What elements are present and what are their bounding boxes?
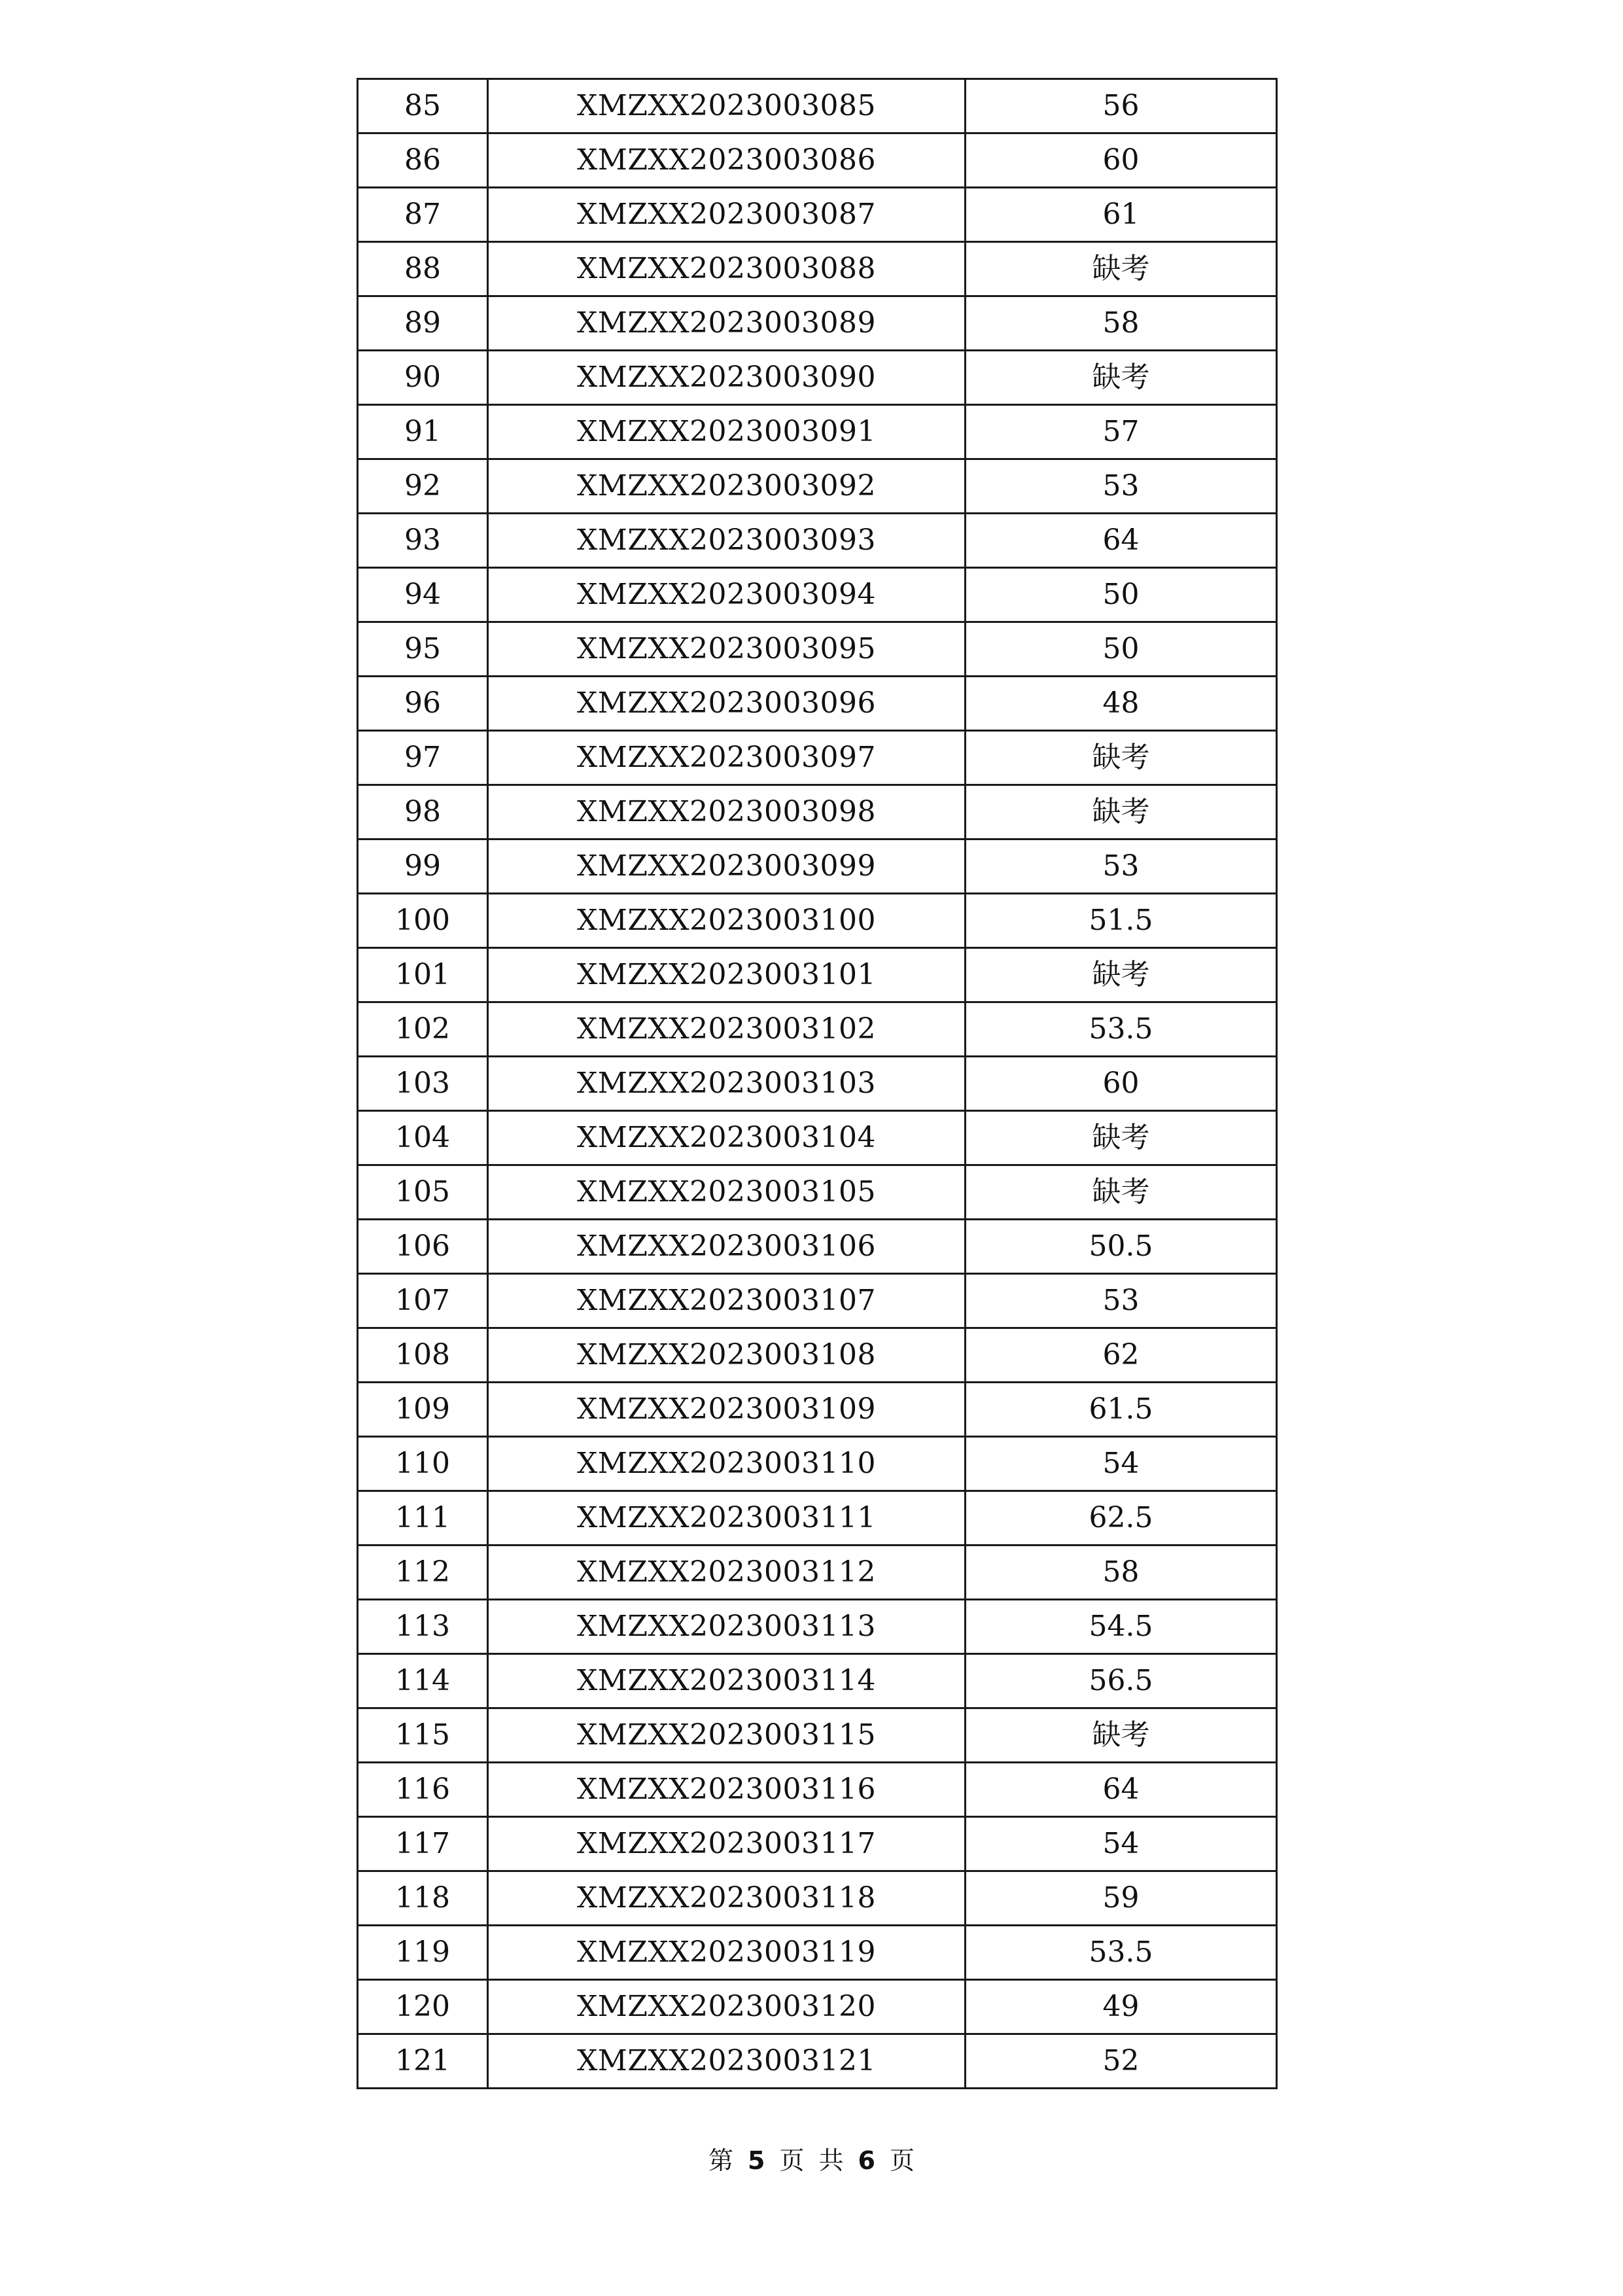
score-cell: 62 xyxy=(966,1328,1277,1383)
score-cell: 缺考 xyxy=(966,948,1277,1002)
table-row xyxy=(358,1980,1277,2034)
row-number-cell: 90 xyxy=(358,351,488,405)
candidate-id-cell: XMZXX2023003102 xyxy=(488,1002,966,1057)
score-table xyxy=(357,78,1278,2089)
candidate-id-cell: XMZXX2023003113 xyxy=(488,1600,966,1654)
score-cell: 50 xyxy=(966,622,1277,677)
row-number-cell: 114 xyxy=(358,1654,488,1708)
candidate-id-cell: XMZXX2023003109 xyxy=(488,1383,966,1437)
row-number-cell: 101 xyxy=(358,948,488,1002)
table-row xyxy=(358,1763,1277,1817)
score-cell: 54 xyxy=(966,1817,1277,1871)
score-cell: 51.5 xyxy=(966,894,1277,948)
row-number-cell: 108 xyxy=(358,1328,488,1383)
table-row xyxy=(358,1654,1277,1708)
row-number-cell: 109 xyxy=(358,1383,488,1437)
row-number-cell: 117 xyxy=(358,1817,488,1871)
candidate-id-cell: XMZXX2023003105 xyxy=(488,1165,966,1220)
candidate-id-cell: XMZXX2023003101 xyxy=(488,948,966,1002)
table-row xyxy=(358,514,1277,568)
row-number-cell: 94 xyxy=(358,568,488,622)
candidate-id-cell: XMZXX2023003107 xyxy=(488,1274,966,1328)
row-number-cell: 115 xyxy=(358,1708,488,1763)
score-cell: 缺考 xyxy=(966,1111,1277,1165)
score-cell: 58 xyxy=(966,296,1277,351)
table-row xyxy=(358,1002,1277,1057)
candidate-id-cell: XMZXX2023003088 xyxy=(488,242,966,296)
score-cell: 48 xyxy=(966,677,1277,731)
row-number-cell: 119 xyxy=(358,1926,488,1980)
score-cell: 53 xyxy=(966,459,1277,514)
score-cell: 53.5 xyxy=(966,1926,1277,1980)
row-number-cell: 121 xyxy=(358,2034,488,2089)
table-row xyxy=(358,1111,1277,1165)
table-row xyxy=(358,1545,1277,1600)
row-number-cell: 105 xyxy=(358,1165,488,1220)
candidate-id-cell: XMZXX2023003099 xyxy=(488,839,966,894)
row-number-cell: 102 xyxy=(358,1002,488,1057)
row-number-cell: 96 xyxy=(358,677,488,731)
score-cell: 64 xyxy=(966,514,1277,568)
candidate-id-cell: XMZXX2023003104 xyxy=(488,1111,966,1165)
candidate-id-cell: XMZXX2023003119 xyxy=(488,1926,966,1980)
score-cell: 57 xyxy=(966,405,1277,459)
score-cell: 缺考 xyxy=(966,1165,1277,1220)
score-cell: 60 xyxy=(966,1057,1277,1111)
table-row xyxy=(358,1817,1277,1871)
row-number-cell: 87 xyxy=(358,188,488,242)
score-cell: 50.5 xyxy=(966,1220,1277,1274)
table-row xyxy=(358,785,1277,839)
row-number-cell: 120 xyxy=(358,1980,488,2034)
footer-prefix: 第 xyxy=(708,2146,734,2175)
table-row xyxy=(358,839,1277,894)
row-number-cell: 103 xyxy=(358,1057,488,1111)
candidate-id-cell: XMZXX2023003120 xyxy=(488,1980,966,2034)
candidate-id-cell: XMZXX2023003097 xyxy=(488,731,966,785)
table-row xyxy=(358,1328,1277,1383)
row-number-cell: 91 xyxy=(358,405,488,459)
table-row xyxy=(358,1871,1277,1926)
candidate-id-cell: XMZXX2023003117 xyxy=(488,1817,966,1871)
candidate-id-cell: XMZXX2023003118 xyxy=(488,1871,966,1926)
row-number-cell: 89 xyxy=(358,296,488,351)
table-row xyxy=(358,1057,1277,1111)
row-number-cell: 104 xyxy=(358,1111,488,1165)
table-row xyxy=(358,568,1277,622)
table-row xyxy=(358,351,1277,405)
score-cell: 59 xyxy=(966,1871,1277,1926)
candidate-id-cell: XMZXX2023003096 xyxy=(488,677,966,731)
page-footer xyxy=(0,2148,1623,2173)
row-number-cell: 111 xyxy=(358,1491,488,1545)
table-row xyxy=(358,894,1277,948)
score-cell: 缺考 xyxy=(966,242,1277,296)
candidate-id-cell: XMZXX2023003100 xyxy=(488,894,966,948)
table-row xyxy=(358,133,1277,188)
score-cell: 52 xyxy=(966,2034,1277,2089)
table-row xyxy=(358,1926,1277,1980)
candidate-id-cell: XMZXX2023003116 xyxy=(488,1763,966,1817)
table-row xyxy=(358,1708,1277,1763)
score-cell: 53.5 xyxy=(966,1002,1277,1057)
candidate-id-cell: XMZXX2023003112 xyxy=(488,1545,966,1600)
table-row xyxy=(358,1383,1277,1437)
score-cell: 64 xyxy=(966,1763,1277,1817)
row-number-cell: 95 xyxy=(358,622,488,677)
score-cell: 缺考 xyxy=(966,351,1277,405)
score-cell: 62.5 xyxy=(966,1491,1277,1545)
row-number-cell: 100 xyxy=(358,894,488,948)
table-row xyxy=(358,459,1277,514)
candidate-id-cell: XMZXX2023003121 xyxy=(488,2034,966,2089)
table-row xyxy=(358,1274,1277,1328)
candidate-id-cell: XMZXX2023003090 xyxy=(488,351,966,405)
score-cell: 54.5 xyxy=(966,1600,1277,1654)
table-row xyxy=(358,677,1277,731)
row-number-cell: 112 xyxy=(358,1545,488,1600)
candidate-id-cell: XMZXX2023003106 xyxy=(488,1220,966,1274)
candidate-id-cell: XMZXX2023003093 xyxy=(488,514,966,568)
score-cell: 53 xyxy=(966,839,1277,894)
footer-page-word: 页 xyxy=(779,2146,805,2175)
candidate-id-cell: XMZXX2023003114 xyxy=(488,1654,966,1708)
footer-current-page: 5 xyxy=(748,2146,765,2175)
row-number-cell: 116 xyxy=(358,1763,488,1817)
score-cell: 61 xyxy=(966,188,1277,242)
candidate-id-cell: XMZXX2023003103 xyxy=(488,1057,966,1111)
score-cell: 56.5 xyxy=(966,1654,1277,1708)
footer-suffix: 页 xyxy=(889,2146,915,2175)
table-row xyxy=(358,948,1277,1002)
candidate-id-cell: XMZXX2023003115 xyxy=(488,1708,966,1763)
candidate-id-cell: XMZXX2023003098 xyxy=(488,785,966,839)
row-number-cell: 92 xyxy=(358,459,488,514)
candidate-id-cell: XMZXX2023003085 xyxy=(488,79,966,133)
table-row xyxy=(358,731,1277,785)
candidate-id-cell: XMZXX2023003110 xyxy=(488,1437,966,1491)
table-row xyxy=(358,2034,1277,2089)
footer-total-pages: 6 xyxy=(858,2146,875,2175)
table-row xyxy=(358,1165,1277,1220)
candidate-id-cell: XMZXX2023003089 xyxy=(488,296,966,351)
score-cell: 56 xyxy=(966,79,1277,133)
score-cell: 缺考 xyxy=(966,731,1277,785)
row-number-cell: 113 xyxy=(358,1600,488,1654)
table-row xyxy=(358,1491,1277,1545)
score-cell: 58 xyxy=(966,1545,1277,1600)
row-number-cell: 88 xyxy=(358,242,488,296)
row-number-cell: 93 xyxy=(358,514,488,568)
row-number-cell: 85 xyxy=(358,79,488,133)
candidate-id-cell: XMZXX2023003094 xyxy=(488,568,966,622)
score-cell: 缺考 xyxy=(966,1708,1277,1763)
candidate-id-cell: XMZXX2023003091 xyxy=(488,405,966,459)
table-row xyxy=(358,622,1277,677)
score-cell: 61.5 xyxy=(966,1383,1277,1437)
candidate-id-cell: XMZXX2023003108 xyxy=(488,1328,966,1383)
candidate-id-cell: XMZXX2023003092 xyxy=(488,459,966,514)
footer-total-word: 共 xyxy=(818,2146,844,2175)
table-row xyxy=(358,1600,1277,1654)
row-number-cell: 98 xyxy=(358,785,488,839)
table-row xyxy=(358,79,1277,133)
table-row xyxy=(358,1220,1277,1274)
table-row xyxy=(358,1437,1277,1491)
score-cell: 50 xyxy=(966,568,1277,622)
score-cell: 60 xyxy=(966,133,1277,188)
score-cell: 54 xyxy=(966,1437,1277,1491)
row-number-cell: 97 xyxy=(358,731,488,785)
row-number-cell: 106 xyxy=(358,1220,488,1274)
row-number-cell: 110 xyxy=(358,1437,488,1491)
score-cell: 缺考 xyxy=(966,785,1277,839)
candidate-id-cell: XMZXX2023003087 xyxy=(488,188,966,242)
row-number-cell: 99 xyxy=(358,839,488,894)
table-row xyxy=(358,405,1277,459)
table-row xyxy=(358,188,1277,242)
score-cell: 53 xyxy=(966,1274,1277,1328)
score-table-body xyxy=(358,79,1277,2089)
candidate-id-cell: XMZXX2023003095 xyxy=(488,622,966,677)
table-row xyxy=(358,242,1277,296)
row-number-cell: 118 xyxy=(358,1871,488,1926)
score-cell: 49 xyxy=(966,1980,1277,2034)
table-row xyxy=(358,296,1277,351)
row-number-cell: 86 xyxy=(358,133,488,188)
candidate-id-cell: XMZXX2023003111 xyxy=(488,1491,966,1545)
candidate-id-cell: XMZXX2023003086 xyxy=(488,133,966,188)
row-number-cell: 107 xyxy=(358,1274,488,1328)
